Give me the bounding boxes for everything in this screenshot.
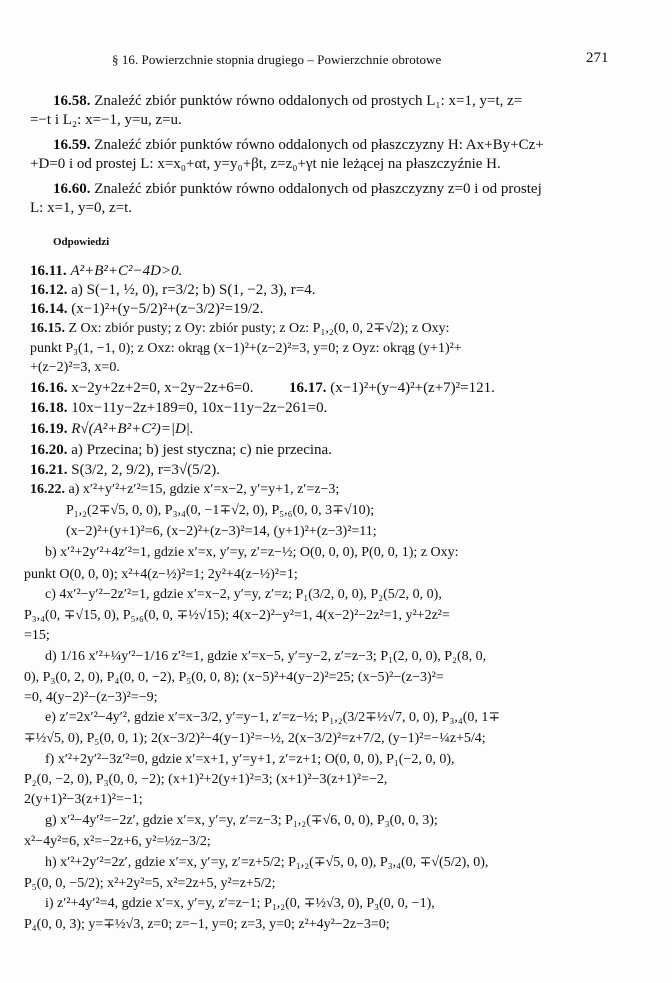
answer-text: A²+B²+C²−4D>0. [70,263,183,279]
answer-16-20 [30,441,332,459]
answer-16-18 [30,399,327,417]
answer-16-19 [30,420,194,438]
problem-text: Znaleźć zbiór punktów równo oddalonych od prostych L₁: x=1, y=t, z= [94,93,523,109]
answer-number: 16.17. [289,380,327,396]
answer-text: Z Ox: zbiór pusty; z Oy: zbiór pusty; z Oz: P₁,₂(0, 0, 2∓√2); z Oxy: [68,321,450,336]
answer-number: 16.15. [30,321,65,336]
answer-number: 16.11. [30,263,67,279]
answer-16-22-line-g: g) x′²−4y′²=−2z′, gdzie x′=x, y′=y, z′=z−3; P₁,₂(∓√6, 0, 0), P₃(0, 0, 3); [45,813,438,828]
answer-16-22-line: =15; [24,628,50,643]
problem-16-59-line-2 [30,155,501,173]
answer-16-22-line: P₁,₂(2∓√5, 0, 0), P₃,₄(0, −1∓√2, 0), P₅,₆(0, 0, 3∓√10); [66,503,375,518]
answer-number: 16.19. [30,421,68,437]
answer-16-22-line: P₅(0, 0, −5/2); x²+2y²=5, x²=2z+5, y²=z+5/2; [24,876,276,891]
running-head-title: § 16. Powierzchnie stopnia drugiego – Powierzchnie obrotowe [112,52,442,67]
answers-heading: Odpowiedzi [53,236,110,248]
problem-16-58-line-1 [53,92,522,110]
answer-16-15-line-2 [30,340,462,358]
answer-text: S(3/2, 2, 9/2), r=3√(5/2). [71,462,221,478]
answer-16-15-line-3 [30,359,120,377]
answer-number: 16.18. [30,400,68,416]
answer-text: 10x−11y−2z+189=0, 10x−11y−2z−261=0. [71,400,328,416]
answer-16-22-line: P₂(0, −2, 0), P₃(0, 0, −2); (x+1)²+2(y+1)²=3; (x+1)²−3(z+1)²=−2, [24,772,388,787]
answer-16-22-line: =0, 4(y−2)²−(z−3)²=−9; [24,690,158,705]
answer-16-12 [30,281,315,299]
problem-number: 16.60. [53,181,91,197]
answer-16-22-line: ∓½√5, 0), P₅(0, 0, 1); 2(x−3/2)²−4(y−1)²=−½, 2(x−3/2)²=z+7/2, (y−1)²=−¼z+5/4; [24,731,486,746]
answer-text: a) S(−1, ½, 0), r=3/2; b) S(1, −2, 3), r=4. [71,282,316,298]
page-number: 271 [586,50,609,66]
problem-16-59-line-1 [53,136,544,154]
answer-text: (x−1)²+(y−4)²+(z+7)²=121. [330,380,495,396]
answer-16-22-line: 0), P₃(0, 2, 0), P₄(0, 0, −2), P₅(0, 0, 8); (x−5)²+4(y−2)²=25; (x−5)²−(z−3)²= [24,670,444,685]
answer-16-22-line-e: e) z′=2x′²−4y′², gdzie x′=x−3/2, y′=y−1, z′=z−½; P₁,₂(3/2∓½√7, 0, 0), P₃,₄(0, 1∓ [45,710,501,725]
answer-16-22-line-c: c) 4x′²−y′²−2z′²=1, gdzie x′=x−2, y′=y, z′=z; P₁(3/2, 0, 0), P₂(5/2, 0, 0), [45,587,442,602]
answer-text: R√(A²+B²+C²)=|D|. [71,421,194,437]
answer-16-16-17 [30,379,495,397]
problem-16-60-line-2 [30,199,132,217]
answer-16-22-line: (x−2)²+(y+1)²=6, (x−2)²+(z−3)²=14, (y+1)²+(z−3)²=11; [66,524,377,539]
answer-16-22-line-i: i) z′²+4y′²=4, gdzie x′=x, y′=y, z′=z−1; P₁,₂(0, ∓½√3, 0), P₃(0, 0, −1), [45,896,435,911]
answer-number: 16.14. [30,301,68,317]
answer-number: 16.22. [30,482,65,497]
problem-text: =−t i L₂: x=−1, y=u, z=u. [30,112,182,128]
page-header [0,50,672,70]
answer-16-22-line: P₃,₄(0, ∓√15, 0), P₅,₆(0, 0, ∓½√15); 4(x−2)²−y²=1, 4(x−2)²−2z²=1, y²+2z²= [24,608,450,623]
answer-number: 16.16. [30,380,68,396]
answer-16-21 [30,461,220,479]
answer-16-22-line-f: f) x′²+2y′²−3z′²=0, gdzie x′=x+1, y′=y+1, z′=z+1; O(0, 0, 0), P₁(−2, 0, 0), [45,752,455,767]
answer-text: (x−1)²+(y−5/2)²+(z−3/2)²=19/2. [71,301,264,317]
answer-16-22-line: 2(y+1)²−3(z+1)²=−1; [24,792,143,807]
answer-16-22-line-b: b) x′²+2y′²+4z′²=1, gdzie x′=x, y′=y, z′=z−½; O(0, 0, 0), P(0, 0, 1); z Oxy: [45,545,459,560]
answer-16-22-line: x²−4y²=6, x²=−2z+6, y²=½z−3/2; [24,834,211,849]
answer-16-22-line: P₄(0, 0, 3); y=∓½√3, z=0; z=−1, y=0; z=3, y=0; z²+4y²−2z−3=0; [24,917,390,932]
answer-16-15-line-1 [30,320,450,338]
answer-number: 16.21. [30,462,68,478]
problem-text: L: x=1, y=0, z=t. [30,200,133,216]
answer-16-14 [30,300,263,318]
answer-text: x−2y+2z+2=0, x−2y−2z+6=0. [71,380,254,396]
problem-16-58-line-2 [30,111,182,129]
problem-number: 16.59. [53,137,91,153]
answer-16-11 [30,262,182,280]
answer-text: punkt P₃(1, −1, 0); z Oxz: okrąg (x−1)²+(z−2)²=3, y=0; z Oyz: okrąg (y+1)²+ [30,341,462,356]
answer-number: 16.12. [30,282,68,298]
answer-16-22-line-d: d) 1/16 x′²+¼y′²−1/16 z′²=1, gdzie x′=x−5, y′=y−2, z′=z−3; P₁(2, 0, 0), P₂(8, 0, [45,649,487,664]
answer-16-22-line-h: h) x′²+2y′²=2z′, gdzie x′=x, y′=y, z′=z+5/2; P₁,₂(∓√5, 0, 0), P₃,₄(0, ∓√(5/2), 0), [45,855,489,870]
problem-text: Znaleźć zbiór punktów równo oddalonych od płaszczyzny H: Ax+By+Cz+ [94,137,544,153]
answer-number: 16.20. [30,442,68,458]
problem-text: Znaleźć zbiór punktów równo oddalonych od płaszczyzny z=0 i od prostej [94,181,542,197]
answer-text: +(z−2)²=3, x=0. [30,360,120,375]
answer-16-22-line-a [30,481,339,499]
problem-text: +D=0 i od prostej L: x=x₀+αt, y=y₀+βt, z=z₀+γt nie leżącej na płaszczyźnie H. [30,156,501,172]
problem-16-60-line-1 [53,180,542,198]
answer-text: a) x′²+y′²+z′²=15, gdzie x′=x−2, y′=y+1, z′=z−3; [68,482,340,497]
problem-number: 16.58. [53,93,91,109]
answer-16-22-line: punkt O(0, 0, 0); x²+4(z−½)²=1; 2y²+4(z−½)²=1; [24,567,298,582]
answer-text: a) Przecina; b) jest styczna; c) nie przecina. [71,442,332,458]
